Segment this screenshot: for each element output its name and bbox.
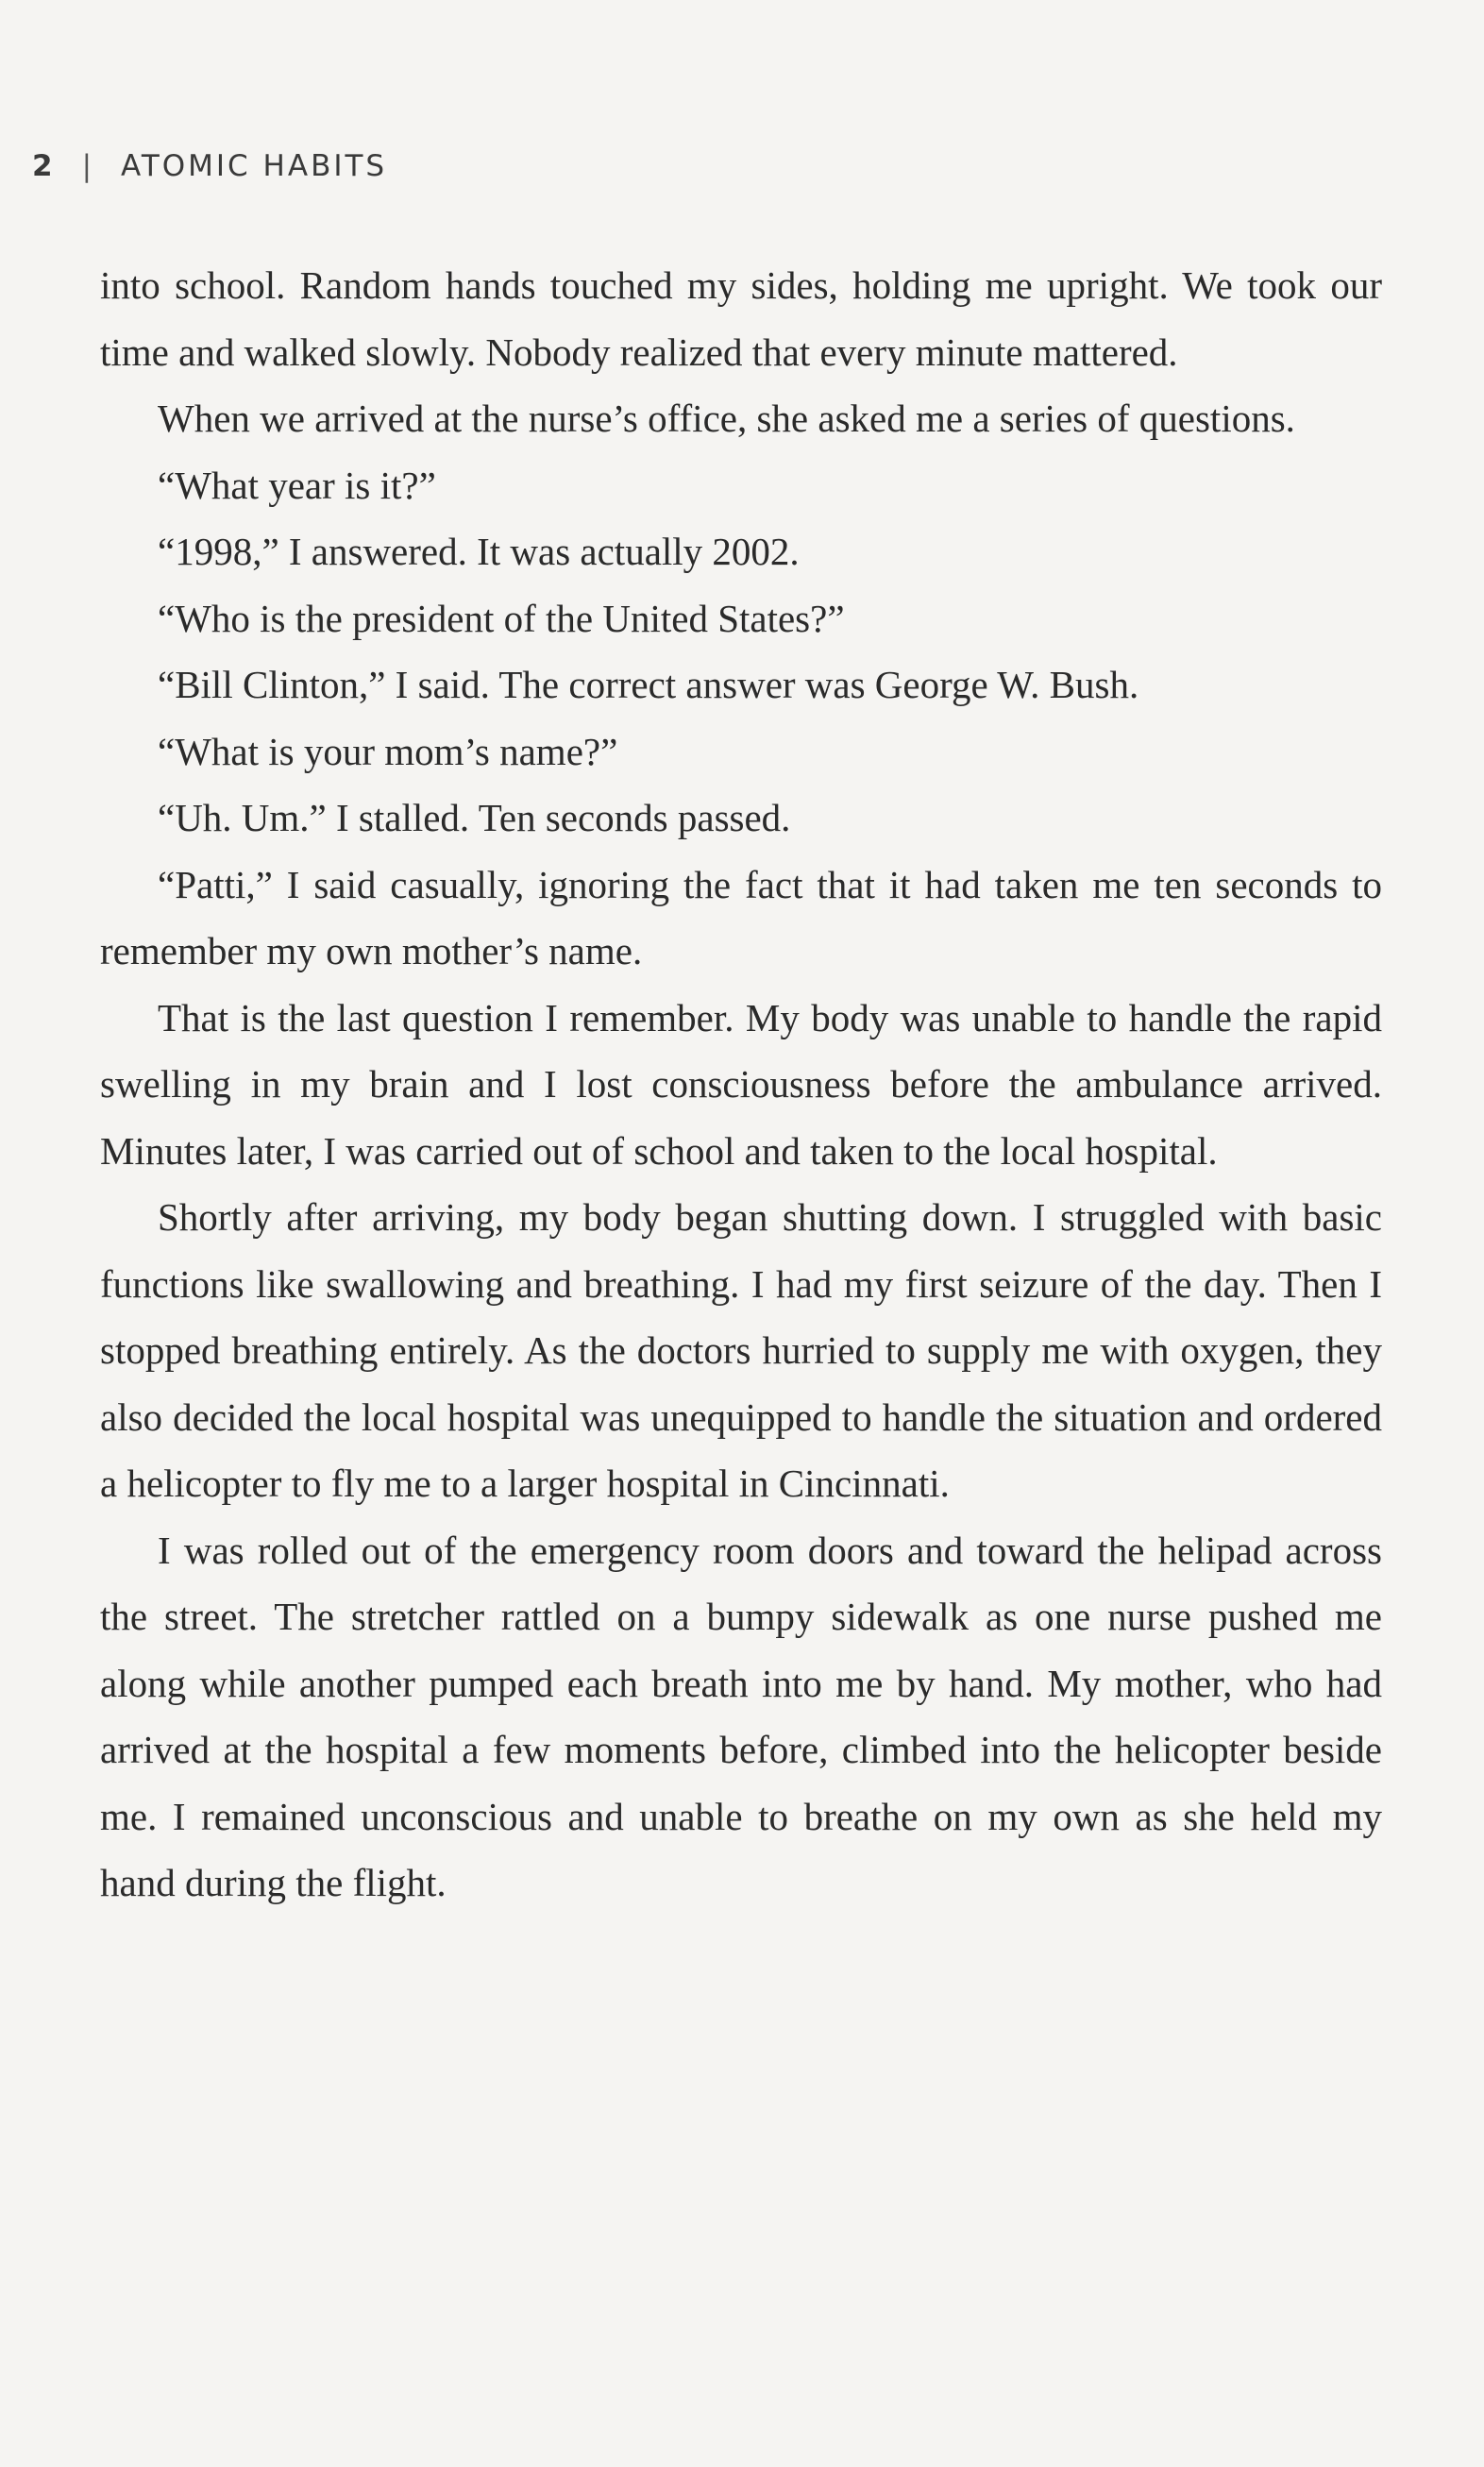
book-title: ATOMIC HABITS bbox=[121, 149, 388, 183]
dialogue-line: “1998,” I answered. It was actually 2002. bbox=[158, 530, 800, 573]
paragraph: into school. Random hands touched my sides, holding me upright. We took our time and walked slowly. Nobody realized that every minute mattered. bbox=[100, 263, 1382, 374]
paragraph: Shortly after arriving, my body began shutting down. I struggled with basic functions like swallowing and breathing. I had my first seizure of the day. Then I stopped breathing entirely. As the doctors hurried to supply me with oxygen, they also decided the local hospital was unequipped to handle the situation and ordered a helicopter to fly me to a larger hospital in Cincinnati. bbox=[100, 1195, 1382, 1505]
dialogue-line: “What year is it?” bbox=[158, 463, 436, 507]
dialogue-line: “Uh. Um.” I stalled. Ten seconds passed. bbox=[158, 796, 791, 839]
header-separator: | bbox=[81, 149, 95, 183]
paragraph: “Patti,” I said casually, ignoring the fact that it had taken me ten seconds to remember my own mother’s name. bbox=[100, 862, 1382, 972]
running-header bbox=[32, 149, 387, 183]
dialogue-line: “What is your mom’s name?” bbox=[158, 729, 618, 773]
paragraph: When we arrived at the nurse’s office, she asked me a series of questions. bbox=[158, 397, 1295, 440]
body-text bbox=[100, 252, 1382, 1917]
paragraph: I was rolled out of the emergency room doors and toward the helipad across the street. The stretcher rattled on a bumpy sidewalk as one nurse pushed me along while another pumped each breath into me by hand. My mother, who had arrived at the hospital a few moments before, climbed into the helicopter beside me. I remained unconscious and unable to breathe on my own as she held my hand during the flight. bbox=[100, 1528, 1382, 1904]
page-number: 2 bbox=[32, 149, 54, 183]
paragraph: That is the last question I remember. My body was unable to handle the rapid swelling in my brain and I lost consciousness before the ambulance arrived. Minutes later, I was carried out of school and taken to the local hospital. bbox=[100, 995, 1382, 1173]
dialogue-line: “Bill Clinton,” I said. The correct answer was George W. Bush. bbox=[158, 663, 1139, 706]
dialogue-line: “Who is the president of the United States?” bbox=[158, 596, 845, 640]
